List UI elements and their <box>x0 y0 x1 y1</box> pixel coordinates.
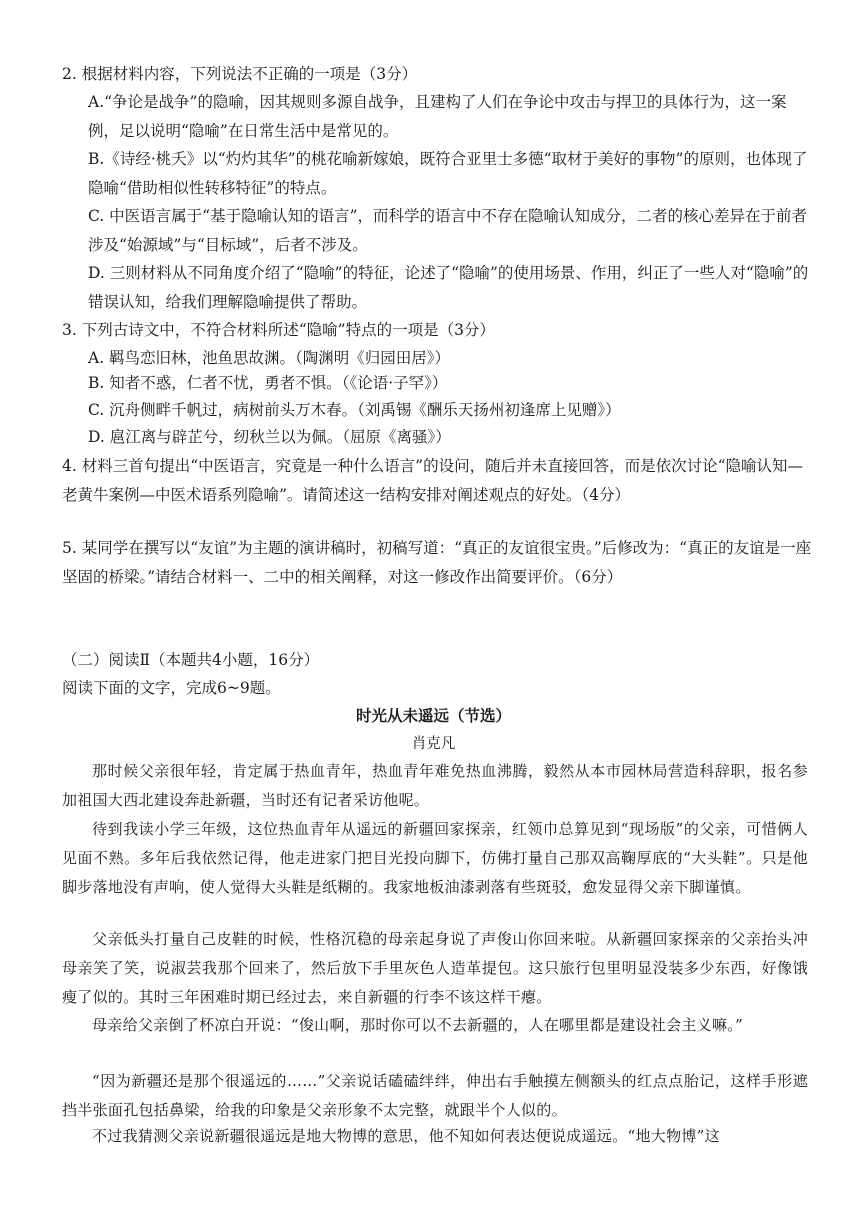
question-2-option-d: D. 三则材料从不同角度介绍了“隐喻”的特征，论述了“隐喻”的使用场景、作用，纠正了一些人对“隐喻”的错误认知，给我们理解隐喻提供了帮助。 <box>88 264 809 311</box>
article-paragraph-1: 那时候父亲很年轻，肯定属于热血青年，热血青年难免热血沸腾，毅然从本市园林局营造科辞职，报名参加祖国大西北建设奔赴新疆，当时还有记者采访他呢。 <box>62 762 808 809</box>
question-4: 4. 材料三首句提出“中医语言，究竟是一种什么语言”的设问，随后并未直接回答，而是依次讨论“隐喻认知—老黄牛案例—中医术语系列隐喻”。请简述这一结构安排对阐述观点的好处。（4分） <box>62 457 803 504</box>
article-title: 时光从未遥远（节选） <box>355 706 511 725</box>
question-3-option-a: A. 羁鸟恋旧林，池鱼思故渊。（陶渊明《归园田居》） <box>88 349 451 367</box>
question-3-option-d: D. 扈江离与辟芷兮，纫秋兰以为佩。（屈原《离骚》） <box>88 428 451 446</box>
question-3-stem: 3. 下列古诗文中，不符合材料所述“隐喻”特点的一项是（3分） <box>62 321 495 339</box>
article-paragraph-5: “因为新疆还是那个很遥远的……”父亲说话磕磕绊绊，伸出右手触摸左侧额头的红点点胎记，这样手形遮挡半张面孔包括鼻梁，给我的印象是父亲形象不太完整，就跟半个人似的。 <box>62 1072 808 1119</box>
question-3 <box>62 316 814 345</box>
question-2 <box>62 60 814 89</box>
question-3-option-c: C. 沉舟侧畔千帆过，病树前头万木春。（刘禹锡《酬乐天扬州初逢席上见赠》） <box>88 401 621 419</box>
article-paragraph-6: 不过我猜测父亲说新疆很遥远是地大物博的意思，他不知如何表达便说成遥远。“地大物博”这 <box>92 1127 720 1145</box>
question-5: 5. 某同学在撰写以“友谊”为主题的演讲稿时，初稿写道：“真正的友谊很宝贵。”后修改为：“真正的友谊是一座坚固的桥梁。”请结合材料一、二中的相关阐释，对这一修改作出简要评价。（6分） <box>62 539 812 586</box>
article-paragraph-4: 母亲给父亲倒了杯凉白开说：“俊山啊，那时你可以不去新疆的，人在哪里都是建设社会主义嘛。” <box>92 1016 744 1034</box>
section-heading: （二）阅读Ⅱ（本题共4小题，16分） <box>62 651 320 669</box>
question-2-option-c: C. 中医语言属于“基于隐喻认知的语言”，而科学的语言中不存在隐喻认知成分，二者的核心差异在于前者涉及“始源域”与“目标域”，后者不涉及。 <box>88 207 808 254</box>
question-2-option-a: A.“争论是战争”的隐喻，因其规则多源自战争，且建构了人们在争论中攻击与捍卫的具体行为，这一案例，足以说明“隐喻”在日常生活中是常见的。 <box>88 93 787 140</box>
section-instruction: 阅读下面的文字，完成6~9题。 <box>62 679 281 697</box>
question-2-option-b: B.《诗经·桃夭》以“灼灼其华”的桃花喻新嫁娘，既符合亚里士多德“取材于美好的事物”的原则，也体现了隐喻“借助相似性转移特征”的特点。 <box>88 150 808 197</box>
article-paragraph-2: 待到我读小学三年级，这位热血青年从遥远的新疆回家探亲，红领巾总算见到“现场版”的父亲，可惜俩人见面不熟。多年后我依然记得，他走进家门把目光投向脚下，仿佛打量自己那双高鞠厚底的“大头鞋”。只是他脚步落地没有声响，使人觉得大头鞋是纸糊的。我家地板油漆剥落有些斑驳，愈发显得父亲下脚谨慎。 <box>62 820 808 896</box>
question-2-stem: 2. 根据材料内容，下列说法不正确的一项是（3分） <box>62 65 418 83</box>
question-3-option-b: B. 知者不惑，仁者不忧，勇者不惧。（《论语·子罕》） <box>88 374 448 392</box>
article-author: 肖克凡 <box>411 736 456 752</box>
article-paragraph-3: 父亲低头打量自己皮鞋的时候，性格沉稳的母亲起身说了声俊山你回来啦。从新疆回家探亲的父亲抬头冲母亲笑了笑，说淑芸我那个回来了，然后放下手里灰色人造革提包。这只旅行包里明显没装多少东西，好像饿瘦了似的。其时三年困难时期已经过去，来自新疆的行李不该这样干瘪。 <box>62 930 808 1006</box>
